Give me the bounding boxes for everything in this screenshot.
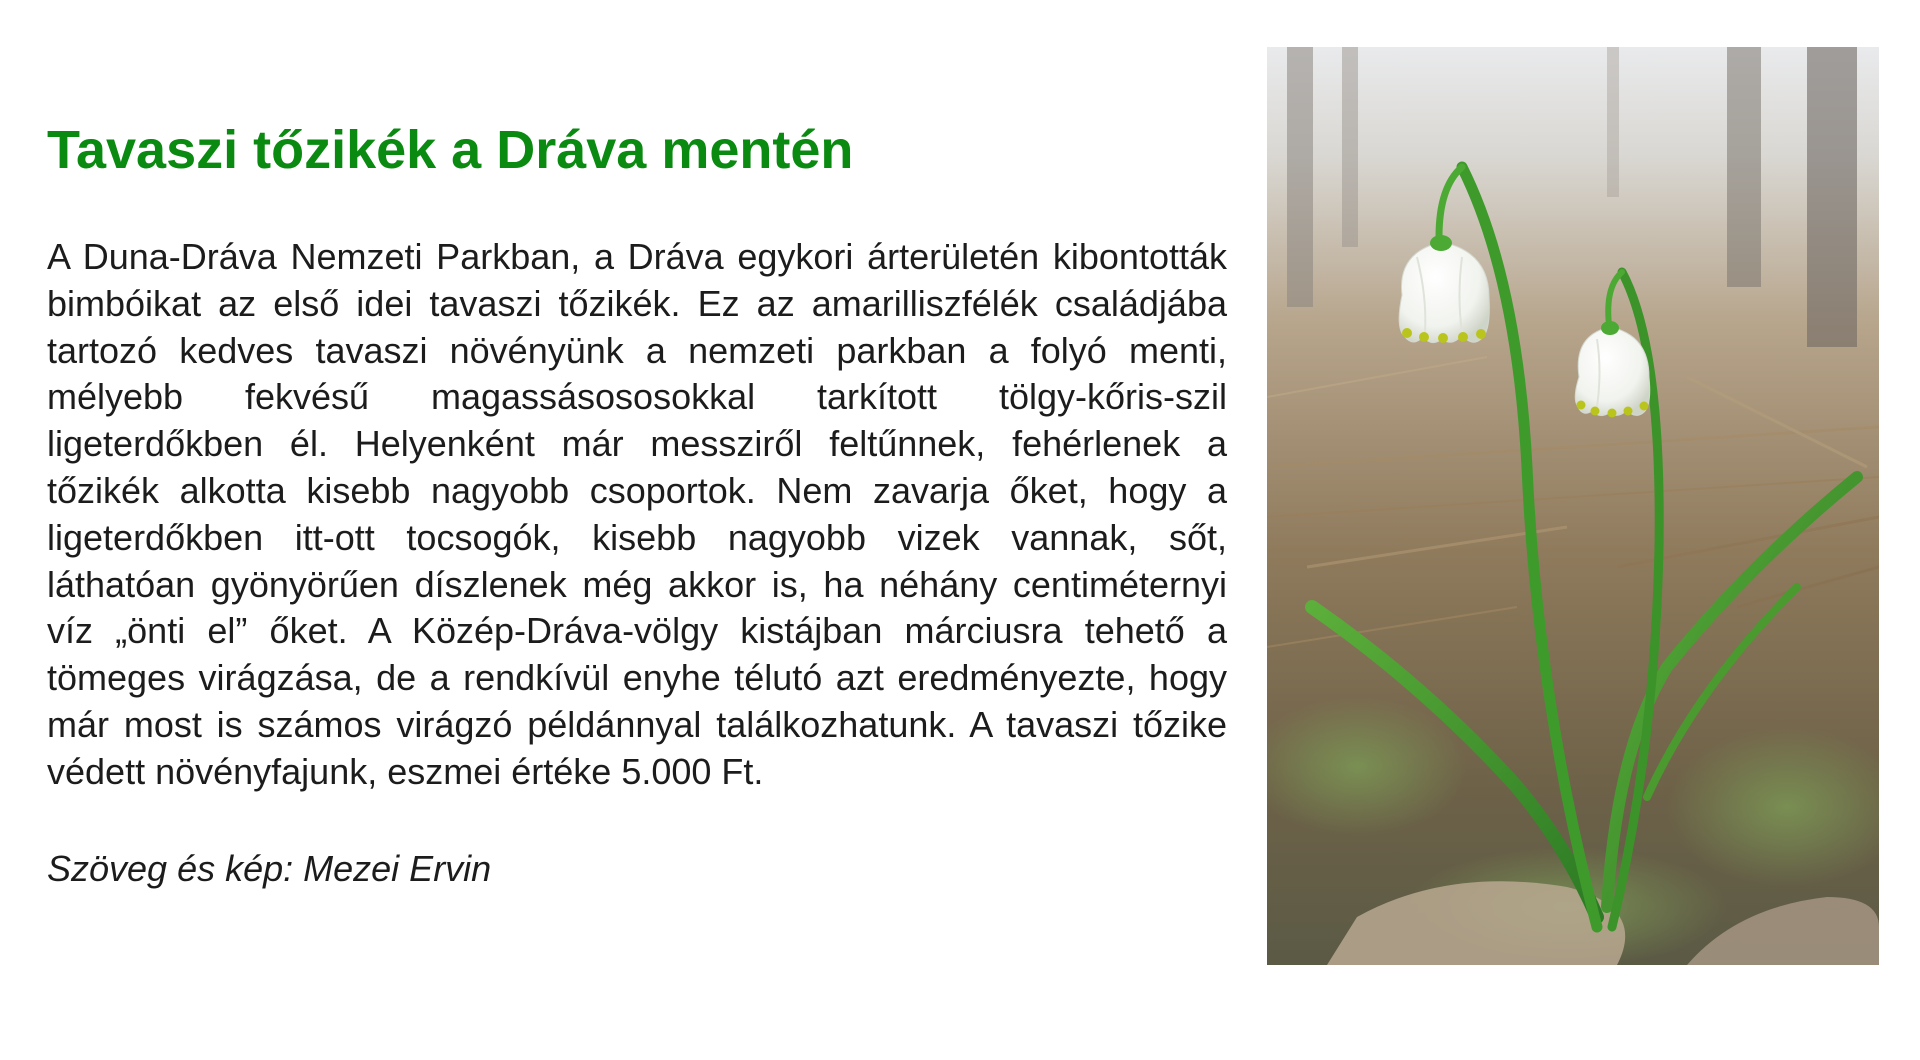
tree-trunk bbox=[1342, 47, 1358, 247]
article-credit: Szöveg és kép: Mezei Ervin bbox=[47, 847, 492, 889]
petal-tip bbox=[1640, 402, 1649, 411]
article bbox=[47, 118, 1227, 892]
petal-tip bbox=[1591, 407, 1600, 416]
tree-trunk bbox=[1807, 47, 1857, 347]
petal-tip bbox=[1476, 329, 1486, 339]
article-body: A Duna-Dráva Nemzeti Parkban, a Dráva egykori árterületén kibontották bimbóikat az első idei tavaszi tőzikék. Ez az amarilliszfélék családjába tartozó kedves tavaszi növényünk a nemzeti parkban a folyó menti, mélyebb fekvésű magassásososokkal tarkított tölgy-kőris-szil ligeterdőkben él. Helyenként már messziről feltűnnek, fehérlenek a tőzikék alkotta kisebb nagyobb csoportok. Nem zavarja őket, hogy a ligeterdőkben itt-ott tocsogók, kisebb nagyobb vizek vannak, sőt, láthatóan gyönyörűen díszlenek még akkor is, ha néhány centiméternyi víz „önti el” őket. A Közép-Dráva-völgy kistájban márciusra tehető a tömeges virágzása, de a rendkívül enyhe télutó azt eredményezte, hogy már most is számos virágzó példánnyal találkozhatunk. A tavaszi tőzike védett növényfajunk, eszmei értéke 5.000 Ft. bbox=[47, 236, 1227, 792]
article-title: Tavaszi tőzikék a Dráva mentén bbox=[47, 120, 854, 180]
petal-tip bbox=[1402, 328, 1412, 338]
flower-illustration bbox=[1267, 47, 1879, 965]
petal-tip bbox=[1419, 332, 1429, 342]
petal-tip bbox=[1458, 332, 1468, 342]
petal-tip bbox=[1608, 409, 1617, 418]
tree-trunk bbox=[1607, 47, 1619, 197]
petal-tip bbox=[1438, 333, 1448, 343]
petal-tip bbox=[1624, 407, 1633, 416]
tree-trunk bbox=[1727, 47, 1761, 287]
tree-trunk bbox=[1287, 47, 1313, 307]
petal-tip bbox=[1577, 401, 1586, 410]
snowflake-flower-photo bbox=[1267, 47, 1879, 965]
